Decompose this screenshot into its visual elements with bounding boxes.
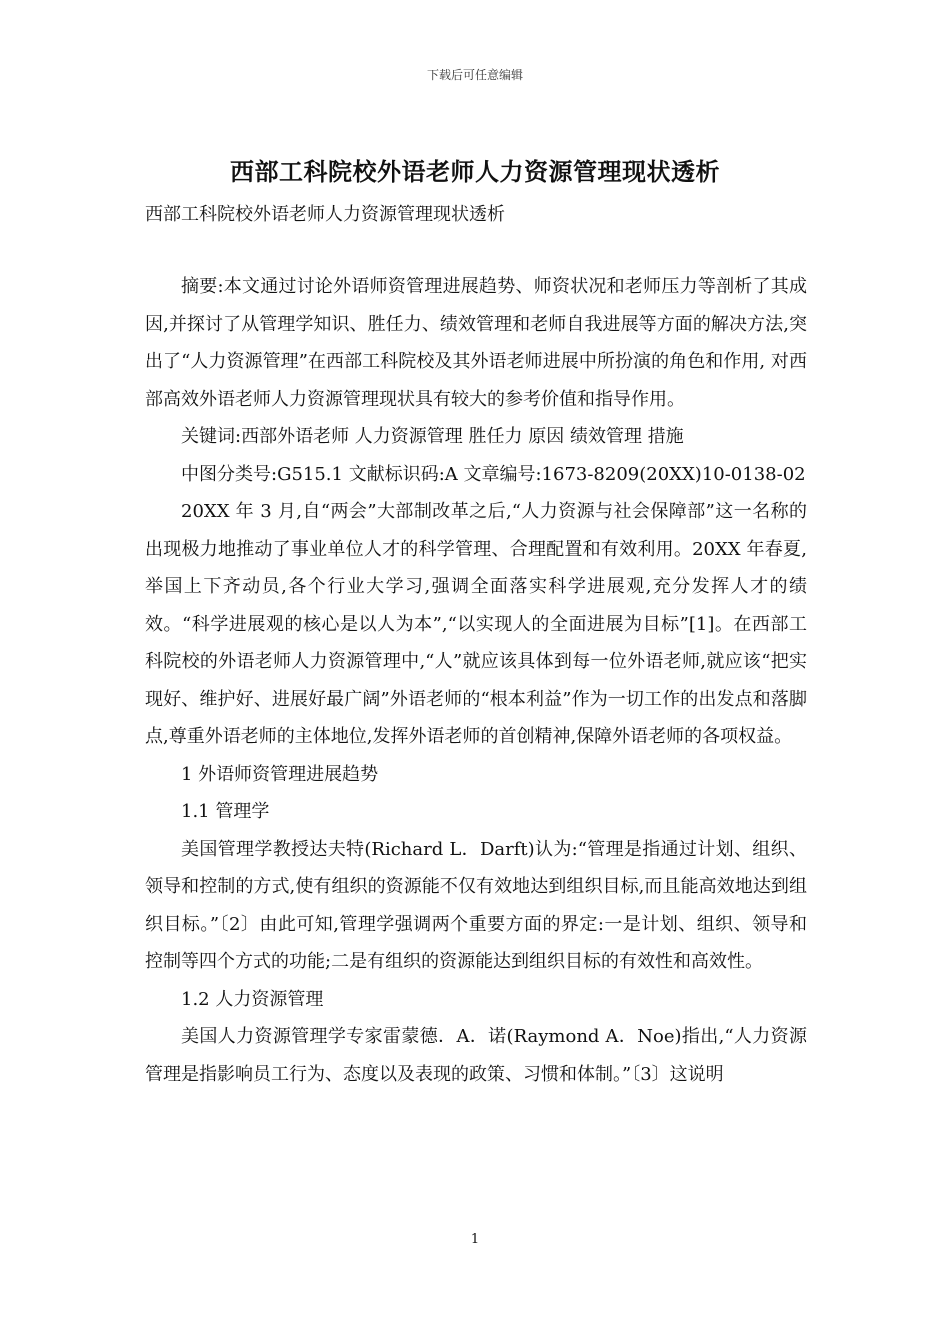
section-heading-1: 1 外语师资管理进展趋势: [181, 763, 379, 785]
classification-paragraph: 中图分类号:G515.1 文献标识码:A 文章编号:1673-8209(20XX)10-0138-02: [181, 463, 806, 485]
document-body: [145, 268, 807, 1093]
intro-paragraph: 20XX 年 3 月,自“两会”大部制改革之后,“人力资源与社会保障部”这一名称的出现极力地推动了事业单位人才的科学管理、合理配置和有效利用。20XX 年春夏,举国上下齐动员,各个行业大学习,强调全面落实科学进展观,充分发挥人才的绩效。“科学进展观的核心是以人为本”,“以实现人的全面进展为目标”[1]。在西部工科院校的外语老师人力资源管理中,“人”就应该具体到每一位外语老师,就应该“把实现好、维护好、进展好最广阔”外语老师的“根本利益”作为一切工作的出发点和落脚点,尊重外语老师的主体地位,发挥外语老师的首创精神,保障外语老师的各项权益。: [145, 501, 807, 747]
document-subtitle: 西部工科院校外语老师人力资源管理现状透析: [145, 204, 505, 225]
keywords-paragraph: 关键词:西部外语老师 人力资源管理 胜任力 原因 绩效管理 措施: [181, 426, 684, 447]
page-header-note: 下载后可任意编辑: [426, 68, 523, 82]
hrm-paragraph: 美国人力资源管理学专家雷蒙德．A．诺(Raymond A．Noe)指出,“人力资源管理是指影响员工行为、态度以及表现的政策、习惯和体制。”〔3〕这说明: [145, 1026, 807, 1085]
management-paragraph: 美国管理学教授达夫特(Richard L．Darft)认为:“管理是指通过计划、组织、领导和控制的方式,使有组织的资源能不仅有效地达到组织目标,而且能高效地达到组织目标。”〔2〕由此可知,管理学强调两个重要方面的界定:一是计划、组织、领导和控制等四个方式的功能;二是有组织的资源能达到组织目标的有效性和高效性。: [145, 838, 807, 972]
section-heading-1-1: 1.1 管理学: [181, 801, 270, 822]
abstract-paragraph: 摘要:本文通过讨论外语师资管理进展趋势、师资状况和老师压力等剖析了其成因,并探讨了从管理学知识、胜任力、绩效管理和老师自我进展等方面的解决方法,突出了“人力资源管理”在西部工科院校及其外语老师进展中所扮演的角色和作用, 对西部高效外语老师人力资源管理现状具有较大的参考价值和指导作用。: [145, 276, 807, 410]
section-heading-1-2: 1.2 人力资源管理: [181, 988, 324, 1010]
document-title: 西部工科院校外语老师人力资源管理现状透析: [230, 158, 720, 186]
page-number: 1: [470, 1232, 480, 1247]
